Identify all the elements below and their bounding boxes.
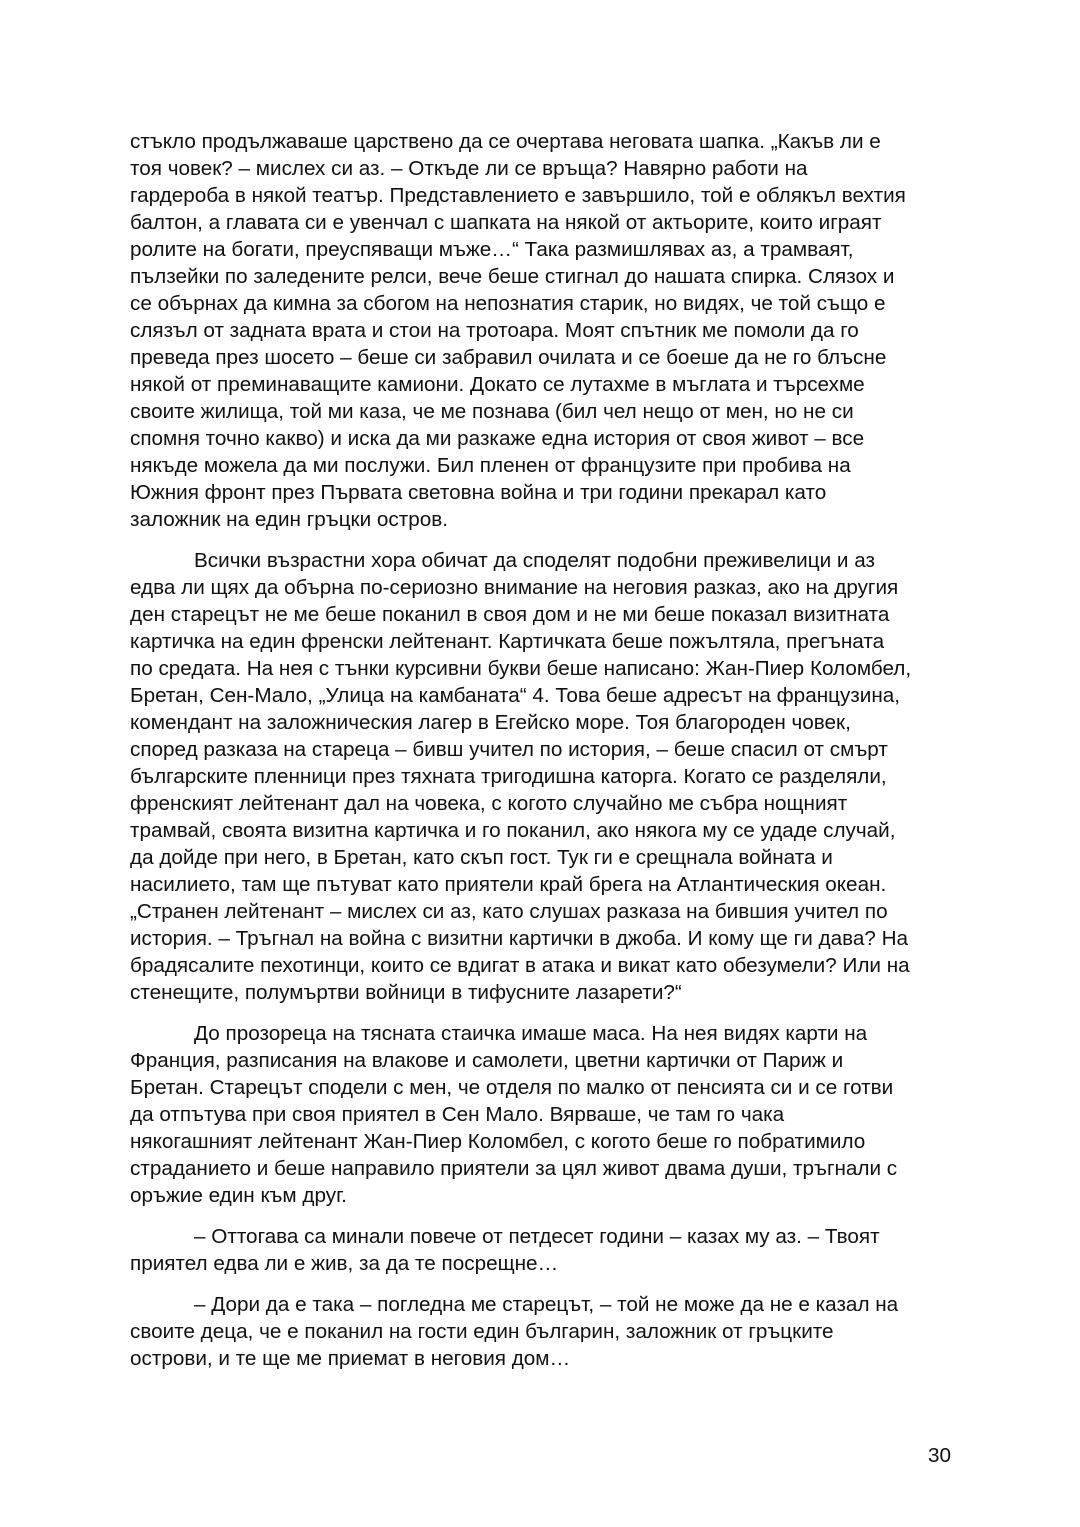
- page-number: 30: [927, 1444, 951, 1467]
- paragraph-3: До прозореца на тясната стаичка имаше маса. На нея видях карти на Франция, разписания на влакове и самолети, цветни картички от Париж и Бретан. Старецът сподели с мен, че отделя по малко от пенсията си и се готви да отпътува при своя приятел в Сен Мало. Вярваше, че там го чака някогашният лейтенант Жан-Пиер Коломбел, с когото беше го побратимило страданието и беше направило приятели за цял живот двама души, тръгнали с оръжие един към друг.: [130, 1022, 898, 1207]
- paragraph-1: стъкло продължаваше царствено да се очертава неговата шапка. „Какъв ли е тоя човек? – мислех си аз. – Откъде ли се връща? Навярно работи на гардероба в някой театър. Представлението е завършило, той е облякъл вехтия балтон, а главата си е увенчал с шапката на някой от актьорите, които играят ролите на богати, преуспяващи мъже…“ Така размишлявах аз, а трамваят, пълзейки по заледените релси, вече беше стигнал до нашата спирка. Слязох и се обърнах да кимна за сбогом на непознатия старик, но видях, че той също е слязъл от задната врата и стои на тротоара. Моят спътник ме помоли да го преведа през шосето – беше си забравил очилата и се боеше да не го блъсне някой от преминаващите камиони. Докато се лутахме в мъглата и търсехме своите жилища, той ми каза, че ме познава (бил чел нещо от мен, но не си спомня точно какво) и иска да ми разкаже една история от своя живот – все някъде можела да ми послужи. Бил пленен от французите при пробива на Южния фронт през Първата световна война и три години прекарал като заложник на един гръцки остров.: [130, 130, 906, 531]
- paragraph-4: – Оттогава са минали повече от петдесет години – казах му аз. – Твоят приятел едва ли е жив, за да те посрещне…: [130, 1225, 880, 1275]
- paragraph-2: Всички възрастни хора обичат да споделят подобни преживелици и аз едва ли щях да обърна по-сериозно внимание на неговия разказ, ако на другия ден старецът не ме беше поканил в своя дом и не ми беше показал визитната картичка на един френски лейтенант. Картичката беше пожълтяла, прегъната по средата. На нея с тънки курсивни букви беше написано: Жан-Пиер Коломбел, Бретан, Сен-Мало, „Улица на камбаната“ 4. Това беше адресът на французина, комендант на заложническия лагер в Егейско море. Тоя благороден човек, според разказа на стареца – бивш учител по история, – беше спасил от смърт българските пленници през тяхната тригодишна каторга. Когато се разделяли, френският лейтенант дал на човека, с когото случайно ме събра нощният трамвай, своята визитна картичка и го поканил, ако някога му се удаде случай, да дойде при него, в Бретан, като скъп гост. Тук ги е срещнала войната и насилието, там ще пътуват като приятели край брега на Атлантическия океан. „Странен лейтенант – мислех си аз, като слушах разказа на бившия учител по история. – Тръгнал на война с визитни картички в джоба. И кому ще ги дава? На брадясалите пехотинци, които се вдигат в атака и викат като обезумели? Или на стенещите, полумъртви войници в тифусните лазарети?“: [130, 549, 912, 1004]
- paragraph-5: – Дори да е така – погледна ме старецът, – той не може да не е казал на своите деца, че е поканил на гости един българин, заложник от гръцките острови, и те ще ме приемат в неговия дом…: [130, 1293, 899, 1370]
- body-text: [130, 128, 954, 1386]
